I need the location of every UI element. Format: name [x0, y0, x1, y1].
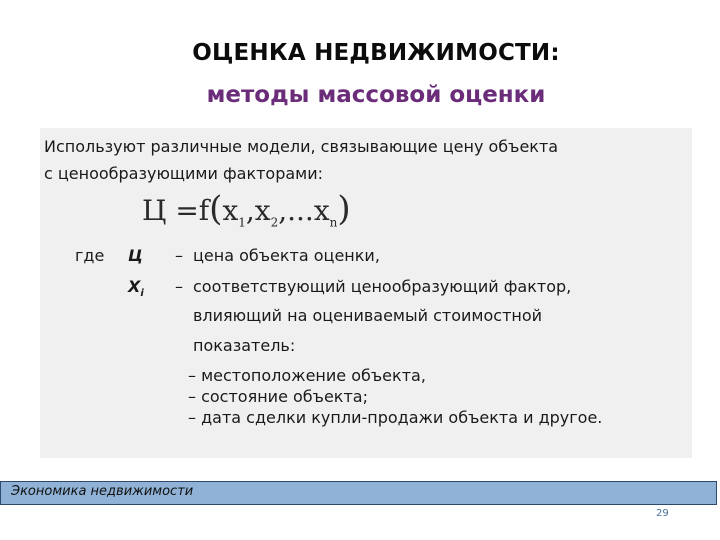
formula-x2-sub: 2 [270, 215, 279, 230]
footer-text: Экономика недвижимости [11, 484, 194, 499]
formula-sep1: , [245, 194, 255, 227]
footer-bar [0, 481, 717, 505]
definition-symbol-factor [128, 277, 144, 299]
page-number: 29 [656, 508, 669, 519]
formula-xn-sub: n [329, 215, 338, 230]
formula-x1-sub: 1 [238, 215, 246, 230]
definition-text-factor: соответствующий ценообразующий фактор, [193, 277, 572, 296]
definition-symbol-factor-sub: i [140, 288, 144, 300]
formula-equals: = [175, 194, 199, 227]
formula-lhs: Ц [142, 194, 167, 227]
formula-x2: x [254, 194, 271, 227]
intro-line-2: с ценообразующими факторами: [44, 164, 324, 183]
definition-dash-price: – [175, 246, 183, 265]
factor-item-location: – местоположение объекта, [188, 366, 426, 385]
formula-func: f [198, 194, 210, 227]
definition-dash-factor: – [175, 277, 183, 296]
definition-symbol-factor-main: X [128, 277, 141, 296]
definition-text-price: цена объекта оценки, [193, 246, 380, 265]
formula-open-paren: ( [209, 189, 223, 229]
formula [142, 189, 351, 230]
formula-close-paren: ) [337, 189, 351, 229]
formula-sep2: ,... [278, 194, 314, 227]
formula-xn: x [313, 194, 330, 227]
slide-subtitle: методы массовой оценки [206, 82, 546, 108]
formula-x1: x [222, 194, 239, 227]
definition-continuation-2: показатель: [193, 336, 296, 355]
factor-item-condition: – состояние объекта; [188, 387, 368, 406]
slide-title: ОЦЕНКА НЕДВИЖИМОСТИ: [192, 40, 560, 66]
definition-symbol-price: Ц [128, 246, 143, 265]
factor-item-date: – дата сделки купли-продажи объекта и другое. [188, 408, 603, 427]
where-label: где [75, 246, 105, 265]
definition-continuation-1: влияющий на оцениваемый стоимостной [193, 306, 543, 325]
intro-line-1: Используют различные модели, связывающие цену объекта [44, 137, 559, 156]
